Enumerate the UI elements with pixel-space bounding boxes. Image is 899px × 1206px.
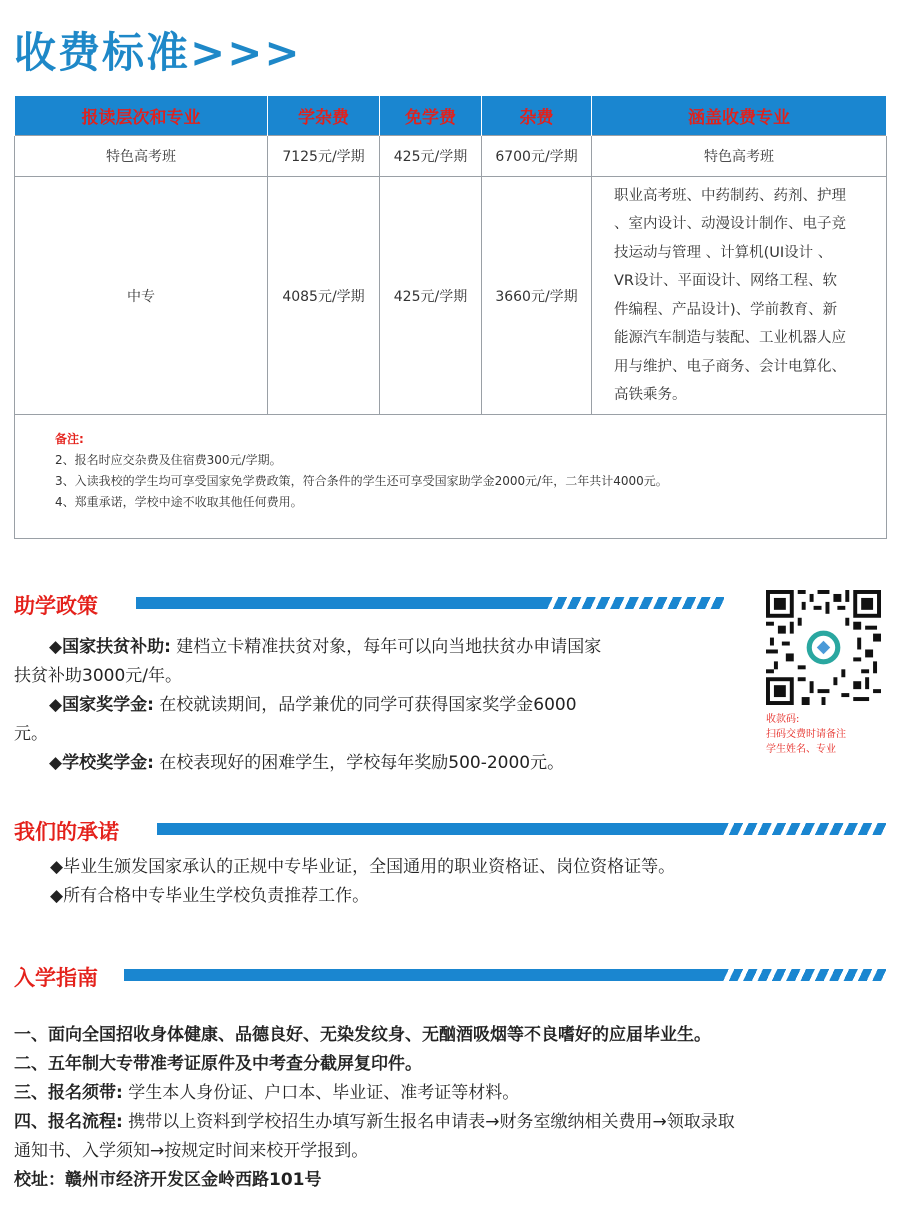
notes-cell [15, 415, 887, 539]
cell-waiver: 425元/学期 [380, 136, 482, 177]
cell-misc: 6700元/学期 [482, 136, 592, 177]
majors-line: 、室内设计、动漫设计制作、电子竞 [614, 216, 846, 232]
qr-caption [766, 712, 846, 757]
notes-title: 备注: [55, 432, 84, 446]
note-line: 3、入读我校的学生均可享受国家免学费政策，符合条件的学生还可享受国家助学金2000元/年，二年共计4000元。 [55, 474, 668, 488]
aid-item-label: ◆学校奖学金: [49, 753, 154, 773]
promise-item: ◆毕业生颁发国家承认的正规中专毕业证，全国通用的职业资格证、岗位资格证等。 [50, 857, 676, 877]
table-row [15, 136, 887, 177]
qr-caption-line: 收款码: [766, 714, 800, 725]
guide-item [14, 1079, 894, 1108]
fee-table [14, 95, 887, 539]
note-line: 4、郑重承诺，学校中途不收取其他任何费用。 [55, 495, 303, 509]
cell-level: 中专 [15, 177, 268, 415]
header-stripes [720, 969, 886, 981]
aid-item [14, 691, 744, 720]
aid-item-cont: 扶贫补助3000元/年。 [14, 666, 182, 686]
guide-item: 一、面向全国招收身体健康、品德良好、无染发纹身、无酗酒吸烟等不良嗜好的应届毕业生。 [14, 1025, 711, 1045]
header-waiver: 免学费 [380, 96, 482, 136]
cell-tuition: 7125元/学期 [268, 136, 380, 177]
note-line: 2、报名时应交杂费及住宿费300元/学期。 [55, 453, 282, 467]
aid-list [14, 633, 744, 778]
promise-section-title: 我们的承诺 [14, 820, 119, 844]
header-stripes [544, 597, 724, 609]
cell-waiver: 425元/学期 [380, 177, 482, 415]
guide-list [14, 1021, 894, 1195]
table-row [15, 177, 887, 415]
promise-item: ◆所有合格中专毕业生学校负责推荐工作。 [50, 886, 370, 906]
qr-caption-line: 学生姓名、专业 [766, 744, 836, 755]
majors-line: 职业高考班、中药制药、药剂、护理 [614, 187, 846, 204]
guide-item [14, 1108, 894, 1137]
majors-line: VR设计、平面设计、网络工程、软 [614, 273, 837, 289]
header-bar [136, 597, 546, 609]
guide-item-text: 携带以上资料到学校招生办填写新生报名申请表→财务室缴纳相关费用→领取录取 [128, 1112, 735, 1132]
aid-section-title: 助学政策 [14, 594, 98, 618]
header-level: 报读层次和专业 [15, 96, 268, 136]
guide-item-label: 三、报名须带: [14, 1083, 123, 1103]
guide-item-cont: 通知书、入学须知→按规定时间来校开学报到。 [14, 1141, 369, 1161]
guide-item-label: 四、报名流程: [14, 1112, 123, 1132]
aid-section-header [14, 590, 724, 616]
header-bar [157, 823, 722, 835]
aid-item [14, 749, 744, 778]
aid-item-label: ◆国家奖学金: [49, 695, 154, 715]
qr-caption-line: 扫码交费时请备注 [766, 729, 846, 740]
promise-list [50, 853, 890, 911]
majors-line: 高铁乘务。 [614, 387, 687, 403]
cell-majors-list [592, 177, 887, 415]
cell-misc: 3660元/学期 [482, 177, 592, 415]
aid-item-text: 在校就读期间，品学兼优的同学可获得国家奖学金6000 [159, 695, 577, 715]
guide-item: 二、五年制大专带准考证原件及中考查分截屏复印件。 [14, 1054, 422, 1074]
page-title: 收费标准>>> [14, 28, 302, 77]
table-header-row [15, 96, 887, 136]
guide-section-header [14, 962, 886, 988]
cell-level: 特色高考班 [15, 136, 268, 177]
guide-item-text: 学生本人身份证、户口本、毕业证、准考证等材料。 [128, 1083, 520, 1103]
header-misc: 杂费 [482, 96, 592, 136]
header-stripes [720, 823, 886, 835]
header-majors: 涵盖收费专业 [592, 96, 887, 136]
aid-item-label: ◆国家扶贫补助: [49, 637, 171, 657]
header-bar [124, 969, 722, 981]
guide-section-title: 入学指南 [14, 966, 98, 990]
aid-item-text: 建档立卡精准扶贫对象，每年可以向当地扶贫办申请国家 [176, 637, 602, 657]
cell-majors: 特色高考班 [592, 136, 887, 177]
aid-item [14, 633, 744, 662]
majors-line: 能源汽车制造与装配、工业机器人应 [614, 330, 846, 346]
aid-item-text: 在校表现好的困难学生，学校每年奖励500-2000元。 [159, 753, 565, 773]
majors-line: 件编程、产品设计)、学前教育、新 [614, 301, 838, 318]
qr-code-icon [766, 590, 881, 705]
aid-item-cont: 元。 [14, 724, 48, 744]
majors-line: 用与维护、电子商务、会计电算化、 [614, 358, 846, 375]
promise-section-header [14, 816, 886, 842]
cell-tuition: 4085元/学期 [268, 177, 380, 415]
header-tuition: 学杂费 [268, 96, 380, 136]
majors-line: 技运动与管理 、计算机(UI设计 、 [614, 244, 833, 261]
notes-row [15, 415, 887, 539]
school-address: 校址：赣州市经济开发区金岭西路101号 [14, 1170, 322, 1190]
